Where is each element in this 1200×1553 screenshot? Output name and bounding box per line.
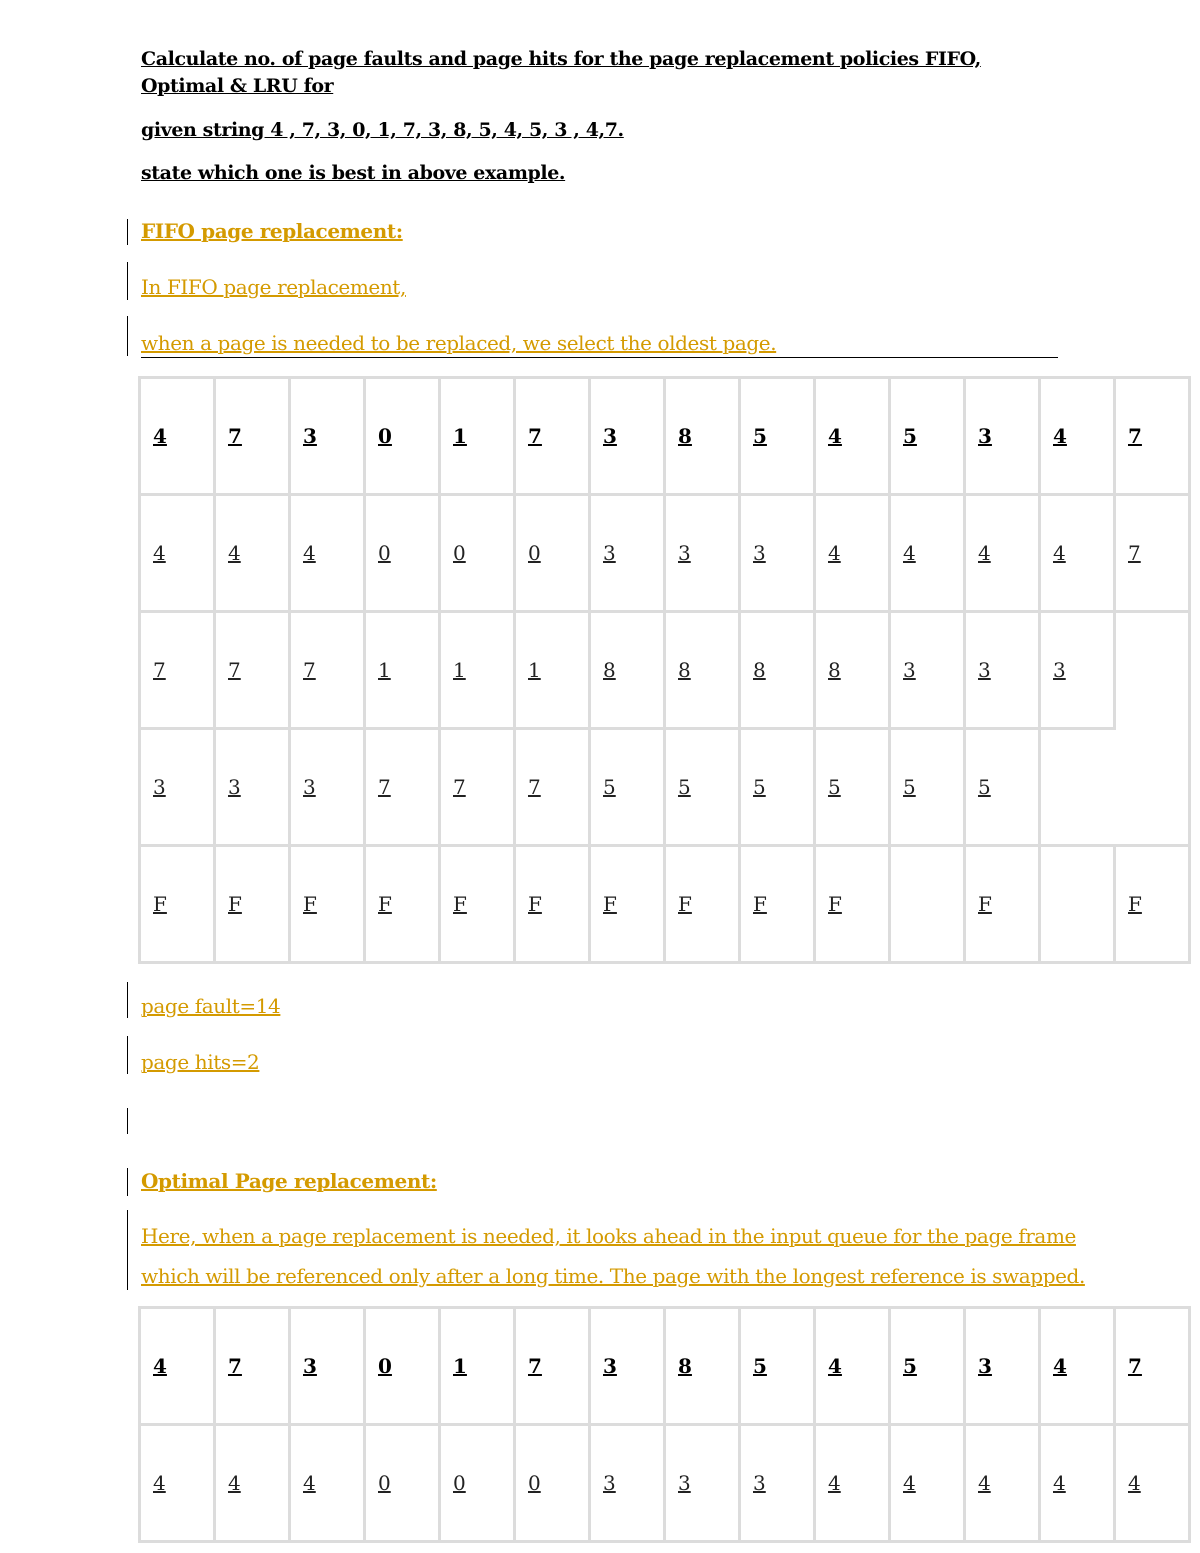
frame-cell xyxy=(890,846,965,963)
frame-cell: F xyxy=(965,846,1040,963)
frame-cell: 8 xyxy=(590,612,665,729)
frame-cell: 3 xyxy=(965,612,1040,729)
fifo-table-row xyxy=(140,495,1190,612)
optimal-table-row xyxy=(140,1425,1190,1542)
reference-cell: 1 xyxy=(440,1308,515,1425)
change-bar xyxy=(127,316,128,356)
question-line-1: Calculate no. of page faults and page hits for the page replacement policies FIFO, Optimal & LRU for xyxy=(141,48,981,97)
change-bar xyxy=(127,1108,128,1134)
frame-cell: 4 xyxy=(890,1425,965,1542)
reference-cell: 4 xyxy=(140,1308,215,1425)
frame-cell: 3 xyxy=(140,729,215,846)
change-bar xyxy=(127,1210,128,1290)
frame-cell: 5 xyxy=(965,729,1040,846)
fifo-heading: FIFO page replacement: xyxy=(141,219,403,243)
frame-cell: F xyxy=(140,846,215,963)
reference-cell: 0 xyxy=(365,1308,440,1425)
frame-cell xyxy=(1115,612,1190,729)
frame-cell: 0 xyxy=(440,1425,515,1542)
reference-cell: 4 xyxy=(815,378,890,495)
fifo-reference-row xyxy=(140,378,1190,495)
change-bar xyxy=(127,982,128,1018)
frame-cell: 4 xyxy=(215,1425,290,1542)
reference-cell: 8 xyxy=(665,378,740,495)
frame-cell: 4 xyxy=(140,1425,215,1542)
fifo-text-1: In FIFO page replacement, xyxy=(141,275,406,299)
reference-cell: 7 xyxy=(1115,378,1190,495)
frame-cell: 5 xyxy=(665,729,740,846)
frame-cell: 4 xyxy=(890,495,965,612)
frame-cell: F xyxy=(290,846,365,963)
frame-cell: F xyxy=(740,846,815,963)
reference-cell: 5 xyxy=(890,1308,965,1425)
frame-cell: 4 xyxy=(1040,1425,1115,1542)
frame-cell: 1 xyxy=(440,612,515,729)
frame-cell: 0 xyxy=(365,1425,440,1542)
frame-cell: 8 xyxy=(815,612,890,729)
optimal-text-1: Here, when a page replacement is needed, it looks ahead in the input queue for the page frame xyxy=(141,1224,1076,1248)
reference-cell: 0 xyxy=(365,378,440,495)
frame-cell: 7 xyxy=(440,729,515,846)
frame-cell: 5 xyxy=(815,729,890,846)
frame-cell: 3 xyxy=(215,729,290,846)
frame-cell: F xyxy=(815,846,890,963)
frame-cell: 0 xyxy=(440,495,515,612)
frame-cell: 7 xyxy=(1115,495,1190,612)
frame-cell: 3 xyxy=(1040,612,1115,729)
frame-cell: 3 xyxy=(665,495,740,612)
frame-cell: 7 xyxy=(140,612,215,729)
reference-cell: 3 xyxy=(965,1308,1040,1425)
frame-cell: F xyxy=(1115,846,1190,963)
frame-cell: 8 xyxy=(665,612,740,729)
fifo-page-faults: page fault=14 xyxy=(141,994,281,1018)
reference-cell: 1 xyxy=(440,378,515,495)
frame-cell: 3 xyxy=(590,1425,665,1542)
frame-cell: 4 xyxy=(965,495,1040,612)
question-line-3: state which one is best in above example. xyxy=(141,162,566,184)
reference-cell: 4 xyxy=(1040,378,1115,495)
optimal-heading: Optimal Page replacement: xyxy=(141,1169,437,1193)
frame-cell: 5 xyxy=(740,729,815,846)
reference-cell: 3 xyxy=(290,1308,365,1425)
optimal-text-2: which will be referenced only after a long time. The page with the longest reference is swapped. xyxy=(141,1264,1085,1288)
frame-cell: 4 xyxy=(1040,495,1115,612)
reference-cell: 5 xyxy=(890,378,965,495)
frame-cell: 4 xyxy=(815,1425,890,1542)
fifo-page-hits: page hits=2 xyxy=(141,1050,260,1074)
frame-cell: 4 xyxy=(215,495,290,612)
frame-cell: F xyxy=(365,846,440,963)
frame-cell: 3 xyxy=(740,495,815,612)
change-bar xyxy=(127,1168,128,1196)
frame-cell: 0 xyxy=(365,495,440,612)
frame-cell: F xyxy=(665,846,740,963)
reference-cell: 3 xyxy=(290,378,365,495)
frame-cell: 4 xyxy=(965,1425,1040,1542)
reference-cell: 7 xyxy=(515,1308,590,1425)
frame-cell xyxy=(1115,729,1190,846)
change-bar xyxy=(127,1036,128,1074)
fifo-table xyxy=(138,376,1191,964)
reference-cell: 3 xyxy=(590,1308,665,1425)
frame-cell: 3 xyxy=(290,729,365,846)
frame-cell: F xyxy=(590,846,665,963)
frame-cell: 7 xyxy=(365,729,440,846)
reference-cell: 7 xyxy=(515,378,590,495)
divider-line xyxy=(141,357,1058,358)
reference-cell: 4 xyxy=(815,1308,890,1425)
frame-cell: 0 xyxy=(515,495,590,612)
frame-cell xyxy=(1040,729,1115,846)
reference-cell: 7 xyxy=(1115,1308,1190,1425)
reference-cell: 7 xyxy=(215,1308,290,1425)
frame-cell: 1 xyxy=(515,612,590,729)
frame-cell: F xyxy=(215,846,290,963)
fifo-table-row xyxy=(140,612,1190,729)
frame-cell: 4 xyxy=(815,495,890,612)
reference-cell: 8 xyxy=(665,1308,740,1425)
frame-cell: 3 xyxy=(590,495,665,612)
frame-cell: 7 xyxy=(290,612,365,729)
frame-cell xyxy=(1040,846,1115,963)
frame-cell: 7 xyxy=(515,729,590,846)
frame-cell: 8 xyxy=(740,612,815,729)
fifo-table-row xyxy=(140,846,1190,963)
question-line-2: given string 4 , 7, 3, 0, 1, 7, 3, 8, 5, 4, 5, 3 , 4,7. xyxy=(141,119,624,141)
fifo-table-row xyxy=(140,729,1190,846)
reference-cell: 3 xyxy=(965,378,1040,495)
reference-cell: 4 xyxy=(140,378,215,495)
frame-cell: 5 xyxy=(590,729,665,846)
frame-cell: 5 xyxy=(890,729,965,846)
frame-cell: 3 xyxy=(890,612,965,729)
optimal-table xyxy=(138,1306,1191,1543)
frame-cell: 4 xyxy=(1115,1425,1190,1542)
reference-cell: 5 xyxy=(740,378,815,495)
frame-cell: 4 xyxy=(290,1425,365,1542)
change-bar xyxy=(127,219,128,245)
frame-cell: 7 xyxy=(215,612,290,729)
frame-cell: 4 xyxy=(140,495,215,612)
optimal-reference-row xyxy=(140,1308,1190,1425)
frame-cell: 0 xyxy=(515,1425,590,1542)
frame-cell: 1 xyxy=(365,612,440,729)
reference-cell: 5 xyxy=(740,1308,815,1425)
frame-cell: 3 xyxy=(740,1425,815,1542)
frame-cell: 4 xyxy=(290,495,365,612)
frame-cell: F xyxy=(515,846,590,963)
fifo-text-2: when a page is needed to be replaced, we select the oldest page. xyxy=(141,331,777,355)
frame-cell: F xyxy=(440,846,515,963)
reference-cell: 4 xyxy=(1040,1308,1115,1425)
change-bar xyxy=(127,262,128,300)
frame-cell: 3 xyxy=(665,1425,740,1542)
reference-cell: 3 xyxy=(590,378,665,495)
reference-cell: 7 xyxy=(215,378,290,495)
